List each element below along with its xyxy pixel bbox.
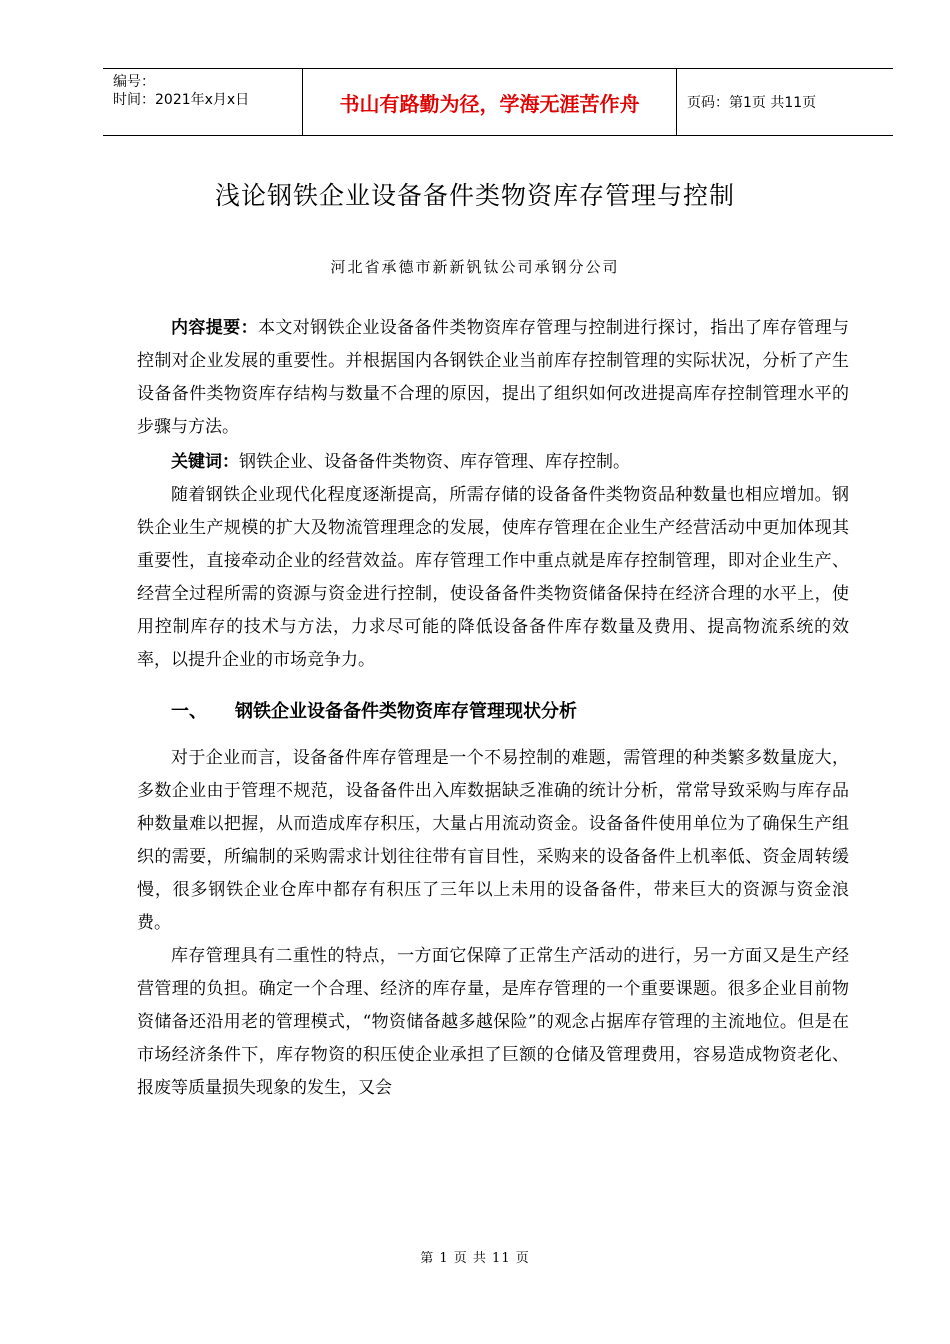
section-title: 钢铁企业设备备件类物资库存管理现状分析	[235, 701, 577, 722]
author-organization: 河北省承德市新新钒钛公司承钢分公司	[330, 258, 620, 276]
section-number: 一、	[171, 701, 207, 722]
intro-paragraph: 随着钢铁企业现代化程度逐渐提高，所需存储的设备备件类物资品种数量也相应增加。钢铁企业生产规模的扩大及物流管理理念的发展，使库存管理在企业生产经营活动中更加体现其重要性，直接牵动企业的经营效益。库存管理工作中重点就是库存控制管理，即对企业生产、经营全过程所需的资源与资金进行控制，使设备备件类物资储备保持在经济合理的水平上，使用控制库存的技术与方法，力求尽可能的降低设备备件库存数量及费用、提高物流系统的效率，以提升企业的市场竞争力。	[137, 485, 849, 670]
document-body	[137, 312, 849, 1105]
header-meta	[103, 69, 303, 135]
header-page-code: 页码：第1页 共11页	[687, 95, 817, 111]
page-header	[103, 68, 893, 136]
body-paragraph: 对于企业而言，设备备件库存管理是一个不易控制的难题，需管理的种类繁多数量庞大，多数企业由于管理不规范，设备备件出入库数据缺乏准确的统计分析，常常导致采购与库存品种数量难以把握，从而造成库存积压，大量占用流动资金。设备备件使用单位为了确保生产组织的需要，所编制的采购需求计划往往带有盲目性，采购来的设备备件上机率低、资金周转缓慢，很多钢铁企业仓库中都存有积压了三年以上未用的设备备件，带来巨大的资源与资金浪费。	[137, 748, 849, 933]
header-motto: 书山有路勤为径，学海无涯苦作舟	[303, 69, 677, 135]
abstract-text: 本文对钢铁企业设备备件类物资库存管理与控制进行探讨，指出了库存管理与控制对企业发展的重要性。并根据国内各钢铁企业当前库存控制管理的实际状况，分析了产生设备备件类物资库存结构与数量不合理的原因，提出了组织如何改进提高库存控制管理水平的步骤与方法。	[137, 318, 850, 437]
document-number-label: 编号：	[113, 74, 155, 90]
keywords-label: 关键词：	[171, 452, 239, 472]
abstract-label: 内容提要：	[171, 318, 258, 338]
keywords-text: 钢铁企业、设备备件类物资、库存管理、库存控制。	[239, 452, 630, 472]
page-footer: 第 1 页 共 11 页	[420, 1251, 530, 1266]
document-date: 时间：2021年x月x日	[113, 92, 250, 108]
section-heading	[137, 695, 849, 728]
abstract-paragraph	[137, 312, 849, 444]
document-title: 浅论钢铁企业设备备件类物资库存管理与控制	[214, 181, 735, 210]
body-paragraph: 库存管理具有二重性的特点，一方面它保障了正常生产活动的进行，另一方面又是生产经营管理的负担。确定一个合理、经济的库存量，是库存管理的一个重要课题。很多企业目前物资储备还沿用老的管理模式，“物资储备越多越保险”的观念占据库存管理的主流地位。但是在市场经济条件下，库存物资的积压使企业承担了巨额的仓储及管理费用，容易造成物资老化、报废等质量损失现象的发生，又会	[137, 946, 849, 1098]
keywords-paragraph	[137, 446, 849, 479]
